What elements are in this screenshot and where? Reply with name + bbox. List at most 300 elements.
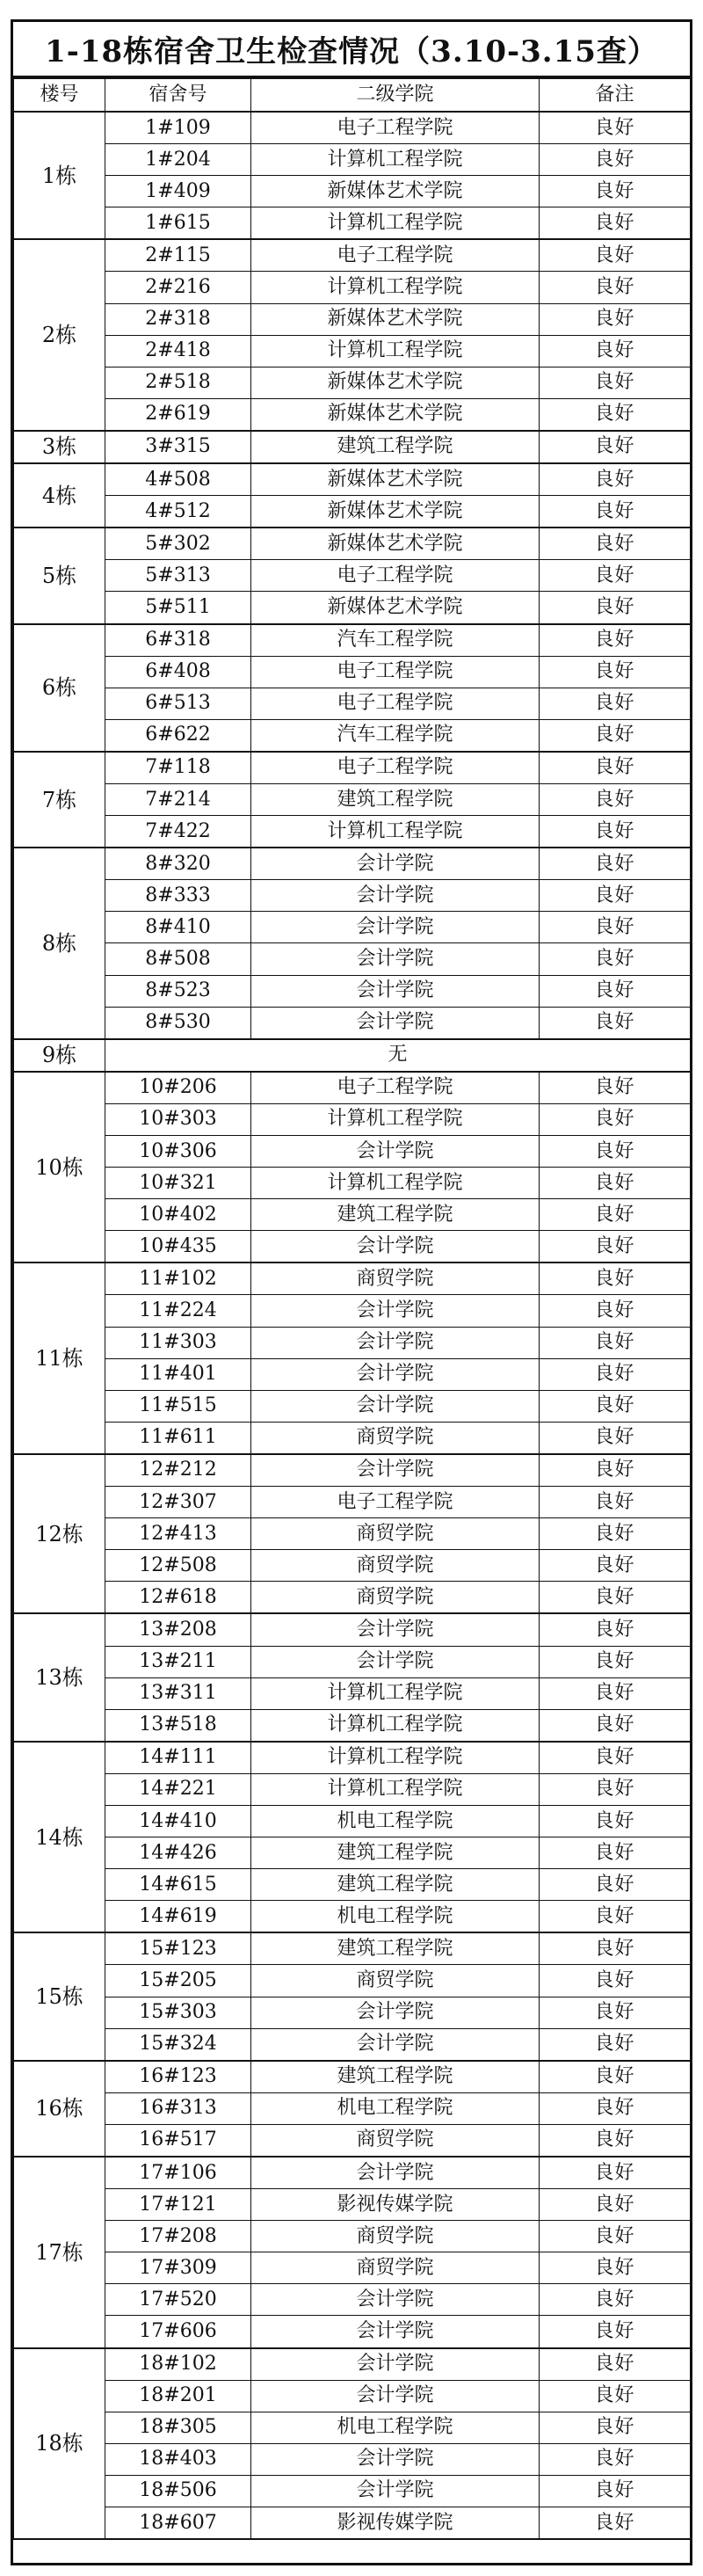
note-cell: 良好 <box>540 303 691 335</box>
note-cell: 良好 <box>540 816 691 848</box>
table-row <box>14 2284 691 2316</box>
table-row <box>14 1742 691 1774</box>
table-row <box>14 1454 691 1487</box>
table-row <box>14 2380 691 2412</box>
table-row <box>14 1869 691 1901</box>
college-cell: 计算机工程学院 <box>251 1168 540 1199</box>
college-cell: 商贸学院 <box>251 2252 540 2284</box>
college-cell: 电子工程学院 <box>251 688 540 719</box>
table-row <box>14 2061 691 2093</box>
college-cell: 汽车工程学院 <box>251 719 540 752</box>
table-row <box>14 2443 691 2475</box>
room-cell: 3#315 <box>105 431 251 463</box>
college-cell: 会计学院 <box>251 1007 540 1039</box>
table-row <box>14 1518 691 1550</box>
table-row <box>14 239 691 272</box>
college-cell: 机电工程学院 <box>251 2092 540 2124</box>
note-cell: 良好 <box>540 367 691 398</box>
empty-cell: 无 <box>105 1039 691 1072</box>
table-row <box>14 1007 691 1039</box>
table-row <box>14 1487 691 1518</box>
table-row <box>14 848 691 880</box>
room-cell: 5#302 <box>105 528 251 560</box>
table-row <box>14 560 691 592</box>
room-cell: 17#208 <box>105 2221 251 2252</box>
college-cell: 会计学院 <box>251 2348 540 2381</box>
note-cell: 良好 <box>540 2189 691 2221</box>
note-cell: 良好 <box>540 1582 691 1614</box>
table-row <box>14 1613 691 1646</box>
college-cell: 会计学院 <box>251 2284 540 2316</box>
table-row <box>14 335 691 367</box>
header-college: 二级学院 <box>251 79 540 113</box>
college-cell: 计算机工程学院 <box>251 1773 540 1805</box>
table-row <box>14 656 691 688</box>
note-cell: 良好 <box>540 528 691 560</box>
table-row <box>14 1582 691 1614</box>
table-row <box>14 1932 691 1965</box>
table-row <box>14 1901 691 1933</box>
college-cell: 新媒体艺术学院 <box>251 303 540 335</box>
room-cell: 1#204 <box>105 144 251 176</box>
note-cell: 良好 <box>540 1327 691 1358</box>
table-row <box>14 1295 691 1327</box>
note-cell: 良好 <box>540 1199 691 1231</box>
note-cell: 良好 <box>540 1168 691 1199</box>
room-cell: 2#216 <box>105 272 251 303</box>
college-cell: 机电工程学院 <box>251 1901 540 1933</box>
college-cell: 新媒体艺术学院 <box>251 367 540 398</box>
room-cell: 11#224 <box>105 1295 251 1327</box>
room-cell: 7#422 <box>105 816 251 848</box>
note-cell: 良好 <box>540 1358 691 1390</box>
college-cell: 电子工程学院 <box>251 560 540 592</box>
note-cell: 良好 <box>540 1869 691 1901</box>
room-cell: 14#111 <box>105 1742 251 1774</box>
inspection-sheet <box>11 19 692 2565</box>
room-cell: 17#121 <box>105 2189 251 2221</box>
room-cell: 6#408 <box>105 656 251 688</box>
note-cell: 良好 <box>540 2380 691 2412</box>
note-cell: 良好 <box>540 943 691 975</box>
room-cell: 10#435 <box>105 1231 251 1263</box>
college-cell: 会计学院 <box>251 912 540 943</box>
room-cell: 16#123 <box>105 2061 251 2093</box>
note-cell: 良好 <box>540 1709 691 1742</box>
room-cell: 11#401 <box>105 1358 251 1390</box>
college-cell: 会计学院 <box>251 2028 540 2061</box>
college-cell: 会计学院 <box>251 2157 540 2189</box>
room-cell: 2#318 <box>105 303 251 335</box>
note-cell: 良好 <box>540 2443 691 2475</box>
room-cell: 8#410 <box>105 912 251 943</box>
note-cell: 良好 <box>540 1007 691 1039</box>
header-row <box>14 79 691 113</box>
room-cell: 14#221 <box>105 1773 251 1805</box>
table-row <box>14 943 691 975</box>
table-row <box>14 2412 691 2443</box>
note-cell: 良好 <box>540 1103 691 1135</box>
college-cell: 会计学院 <box>251 943 540 975</box>
room-cell: 18#201 <box>105 2380 251 2412</box>
college-cell: 商贸学院 <box>251 1965 540 1997</box>
room-cell: 10#306 <box>105 1136 251 1168</box>
college-cell: 商贸学院 <box>251 2124 540 2157</box>
table-row <box>14 1837 691 1869</box>
room-cell: 17#106 <box>105 2157 251 2189</box>
table-row <box>14 1263 691 1295</box>
note-cell: 良好 <box>540 656 691 688</box>
note-cell: 良好 <box>540 1646 691 1677</box>
note-cell: 良好 <box>540 2348 691 2381</box>
building-cell: 14栋 <box>14 1742 105 1933</box>
table-row <box>14 1677 691 1709</box>
table-row <box>14 688 691 719</box>
college-cell: 商贸学院 <box>251 1422 540 1454</box>
building-cell: 15栋 <box>14 1932 105 2060</box>
note-cell: 良好 <box>540 1773 691 1805</box>
room-cell: 8#523 <box>105 975 251 1007</box>
note-cell: 良好 <box>540 1965 691 1997</box>
building-cell: 4栋 <box>14 463 105 528</box>
note-cell: 良好 <box>540 1837 691 1869</box>
college-cell: 电子工程学院 <box>251 239 540 272</box>
room-cell: 18#403 <box>105 2443 251 2475</box>
table-row <box>14 1231 691 1263</box>
room-cell: 18#305 <box>105 2412 251 2443</box>
room-cell: 15#205 <box>105 1965 251 1997</box>
college-cell: 建筑工程学院 <box>251 1199 540 1231</box>
table-row <box>14 1805 691 1837</box>
table-row <box>14 431 691 463</box>
room-cell: 14#426 <box>105 1837 251 1869</box>
note-cell: 良好 <box>540 207 691 240</box>
table-row <box>14 176 691 207</box>
table-row <box>14 1773 691 1805</box>
college-cell: 电子工程学院 <box>251 752 540 784</box>
room-cell: 15#324 <box>105 2028 251 2061</box>
table-row <box>14 398 691 431</box>
note-cell: 良好 <box>540 783 691 815</box>
table-row <box>14 1168 691 1199</box>
room-cell: 11#102 <box>105 1263 251 1295</box>
note-cell: 良好 <box>540 1550 691 1582</box>
table-row <box>14 783 691 815</box>
table-row <box>14 1550 691 1582</box>
college-cell: 建筑工程学院 <box>251 1932 540 1965</box>
room-cell: 12#212 <box>105 1454 251 1487</box>
note-cell: 良好 <box>540 975 691 1007</box>
college-cell: 机电工程学院 <box>251 2412 540 2443</box>
college-cell: 建筑工程学院 <box>251 783 540 815</box>
room-cell: 6#622 <box>105 719 251 752</box>
room-cell: 2#619 <box>105 398 251 431</box>
note-cell: 良好 <box>540 1072 691 1104</box>
building-cell: 17栋 <box>14 2157 105 2348</box>
note-cell: 良好 <box>540 496 691 528</box>
college-cell: 商贸学院 <box>251 1582 540 1614</box>
college-cell: 会计学院 <box>251 1231 540 1263</box>
note-cell: 良好 <box>540 335 691 367</box>
note-cell: 良好 <box>540 592 691 624</box>
table-row <box>14 272 691 303</box>
room-cell: 10#402 <box>105 1199 251 1231</box>
note-cell: 良好 <box>540 880 691 912</box>
note-cell: 良好 <box>540 239 691 272</box>
room-cell: 4#512 <box>105 496 251 528</box>
note-cell: 良好 <box>540 1997 691 2028</box>
table-row <box>14 1327 691 1358</box>
building-cell: 7栋 <box>14 752 105 848</box>
note-cell: 良好 <box>540 2412 691 2443</box>
room-cell: 10#206 <box>105 1072 251 1104</box>
college-cell: 汽车工程学院 <box>251 624 540 657</box>
header-building: 楼号 <box>14 79 105 113</box>
room-cell: 2#418 <box>105 335 251 367</box>
building-cell: 13栋 <box>14 1613 105 1741</box>
table-row <box>14 2507 691 2540</box>
table-row <box>14 592 691 624</box>
college-cell: 新媒体艺术学院 <box>251 528 540 560</box>
table-row <box>14 975 691 1007</box>
college-cell: 新媒体艺术学院 <box>251 398 540 431</box>
college-cell: 会计学院 <box>251 880 540 912</box>
building-cell: 18栋 <box>14 2348 105 2540</box>
college-cell: 新媒体艺术学院 <box>251 463 540 496</box>
room-cell: 13#311 <box>105 1677 251 1709</box>
building-cell: 16栋 <box>14 2061 105 2157</box>
note-cell: 良好 <box>540 688 691 719</box>
room-cell: 16#517 <box>105 2124 251 2157</box>
room-cell: 11#611 <box>105 1422 251 1454</box>
college-cell: 电子工程学院 <box>251 1072 540 1104</box>
building-cell: 6栋 <box>14 624 105 752</box>
building-cell: 11栋 <box>14 1263 105 1454</box>
college-cell: 会计学院 <box>251 2380 540 2412</box>
note-cell: 良好 <box>540 912 691 943</box>
college-cell: 会计学院 <box>251 2316 540 2348</box>
room-cell: 6#318 <box>105 624 251 657</box>
room-cell: 8#530 <box>105 1007 251 1039</box>
table-row <box>14 1199 691 1231</box>
building-cell: 2栋 <box>14 239 105 431</box>
header-room: 宿舍号 <box>105 79 251 113</box>
table-row <box>14 2252 691 2284</box>
table-row <box>14 1709 691 1742</box>
room-cell: 18#506 <box>105 2475 251 2507</box>
room-cell: 8#320 <box>105 848 251 880</box>
college-cell: 会计学院 <box>251 1295 540 1327</box>
table-row <box>14 2189 691 2221</box>
table-row <box>14 207 691 240</box>
college-cell: 商贸学院 <box>251 2221 540 2252</box>
note-cell: 良好 <box>540 719 691 752</box>
note-cell: 良好 <box>540 2092 691 2124</box>
room-cell: 14#410 <box>105 1805 251 1837</box>
room-cell: 11#515 <box>105 1390 251 1422</box>
room-cell: 5#313 <box>105 560 251 592</box>
note-cell: 良好 <box>540 1295 691 1327</box>
note-cell: 良好 <box>540 1136 691 1168</box>
note-cell: 良好 <box>540 1742 691 1774</box>
table-row <box>14 144 691 176</box>
college-cell: 机电工程学院 <box>251 1805 540 1837</box>
note-cell: 良好 <box>540 1932 691 1965</box>
note-cell: 良好 <box>540 1487 691 1518</box>
room-cell: 1#109 <box>105 112 251 144</box>
building-cell: 10栋 <box>14 1072 105 1263</box>
note-cell: 良好 <box>540 2124 691 2157</box>
room-cell: 5#511 <box>105 592 251 624</box>
table-row <box>14 1358 691 1390</box>
room-cell: 4#508 <box>105 463 251 496</box>
table-row <box>14 880 691 912</box>
college-cell: 计算机工程学院 <box>251 1103 540 1135</box>
college-cell: 会计学院 <box>251 1997 540 2028</box>
note-cell: 良好 <box>540 2061 691 2093</box>
college-cell: 建筑工程学院 <box>251 2061 540 2093</box>
note-cell: 良好 <box>540 2316 691 2348</box>
note-cell: 良好 <box>540 1518 691 1550</box>
table-row <box>14 719 691 752</box>
table-row <box>14 2028 691 2061</box>
table-row <box>14 1997 691 2028</box>
table-row <box>14 463 691 496</box>
table-row <box>14 752 691 784</box>
note-cell: 良好 <box>540 112 691 144</box>
note-cell: 良好 <box>540 398 691 431</box>
building-cell: 9栋 <box>14 1039 105 1072</box>
room-cell: 12#508 <box>105 1550 251 1582</box>
room-cell: 12#307 <box>105 1487 251 1518</box>
note-cell: 良好 <box>540 1613 691 1646</box>
room-cell: 8#333 <box>105 880 251 912</box>
table-row <box>14 1103 691 1135</box>
room-cell: 7#214 <box>105 783 251 815</box>
note-cell: 良好 <box>540 1263 691 1295</box>
room-cell: 16#313 <box>105 2092 251 2124</box>
room-cell: 18#102 <box>105 2348 251 2381</box>
college-cell: 计算机工程学院 <box>251 1742 540 1774</box>
note-cell: 良好 <box>540 463 691 496</box>
note-cell: 良好 <box>540 2475 691 2507</box>
note-cell: 良好 <box>540 752 691 784</box>
room-cell: 10#321 <box>105 1168 251 1199</box>
note-cell: 良好 <box>540 560 691 592</box>
note-cell: 良好 <box>540 2284 691 2316</box>
room-cell: 11#303 <box>105 1327 251 1358</box>
table-row <box>14 303 691 335</box>
inspection-table <box>13 78 691 2540</box>
table-row <box>14 2316 691 2348</box>
college-cell: 商贸学院 <box>251 1550 540 1582</box>
room-cell: 13#518 <box>105 1709 251 1742</box>
table-row <box>14 816 691 848</box>
college-cell: 影视传媒学院 <box>251 2507 540 2540</box>
college-cell: 新媒体艺术学院 <box>251 176 540 207</box>
college-cell: 影视传媒学院 <box>251 2189 540 2221</box>
building-cell: 5栋 <box>14 528 105 623</box>
college-cell: 计算机工程学院 <box>251 207 540 240</box>
room-cell: 2#518 <box>105 367 251 398</box>
college-cell: 计算机工程学院 <box>251 1709 540 1742</box>
college-cell: 电子工程学院 <box>251 112 540 144</box>
college-cell: 会计学院 <box>251 848 540 880</box>
college-cell: 计算机工程学院 <box>251 1677 540 1709</box>
college-cell: 建筑工程学院 <box>251 1869 540 1901</box>
college-cell: 会计学院 <box>251 2443 540 2475</box>
note-cell: 良好 <box>540 1422 691 1454</box>
table-row <box>14 1422 691 1454</box>
table-row <box>14 2124 691 2157</box>
note-cell: 良好 <box>540 2028 691 2061</box>
college-cell: 计算机工程学院 <box>251 335 540 367</box>
room-cell: 8#508 <box>105 943 251 975</box>
college-cell: 商贸学院 <box>251 1518 540 1550</box>
note-cell: 良好 <box>540 2157 691 2189</box>
table-row <box>14 1136 691 1168</box>
note-cell: 良好 <box>540 176 691 207</box>
college-cell: 新媒体艺术学院 <box>251 592 540 624</box>
table-row <box>14 496 691 528</box>
room-cell: 17#606 <box>105 2316 251 2348</box>
room-cell: 17#520 <box>105 2284 251 2316</box>
room-cell: 18#607 <box>105 2507 251 2540</box>
table-row <box>14 2475 691 2507</box>
room-cell: 12#413 <box>105 1518 251 1550</box>
room-cell: 12#618 <box>105 1582 251 1614</box>
building-cell: 1栋 <box>14 112 105 239</box>
room-cell: 15#303 <box>105 1997 251 2028</box>
note-cell: 良好 <box>540 431 691 463</box>
table-row <box>14 1965 691 1997</box>
note-cell: 良好 <box>540 2252 691 2284</box>
table-row <box>14 1646 691 1677</box>
table-row <box>14 367 691 398</box>
room-cell: 1#615 <box>105 207 251 240</box>
sheet-title: 1-18栋宿舍卫生检查情况（3.10-3.15查） <box>13 22 690 78</box>
room-cell: 2#115 <box>105 239 251 272</box>
room-cell: 6#513 <box>105 688 251 719</box>
note-cell: 良好 <box>540 1677 691 1709</box>
college-cell: 会计学院 <box>251 1646 540 1677</box>
room-cell: 13#208 <box>105 1613 251 1646</box>
college-cell: 会计学院 <box>251 1358 540 1390</box>
room-cell: 14#615 <box>105 1869 251 1901</box>
room-cell: 7#118 <box>105 752 251 784</box>
college-cell: 计算机工程学院 <box>251 272 540 303</box>
note-cell: 良好 <box>540 1901 691 1933</box>
table-row <box>14 2092 691 2124</box>
college-cell: 新媒体艺术学院 <box>251 496 540 528</box>
table-row <box>14 1390 691 1422</box>
room-cell: 15#123 <box>105 1932 251 1965</box>
table-body <box>14 112 691 2539</box>
table-row <box>14 2157 691 2189</box>
college-cell: 会计学院 <box>251 2475 540 2507</box>
table-row <box>14 112 691 144</box>
college-cell: 建筑工程学院 <box>251 431 540 463</box>
college-cell: 会计学院 <box>251 1613 540 1646</box>
note-cell: 良好 <box>540 848 691 880</box>
note-cell: 良好 <box>540 1454 691 1487</box>
building-cell: 3栋 <box>14 431 105 463</box>
building-cell: 8栋 <box>14 848 105 1039</box>
note-cell: 良好 <box>540 1231 691 1263</box>
college-cell: 会计学院 <box>251 1327 540 1358</box>
note-cell: 良好 <box>540 144 691 176</box>
room-cell: 14#619 <box>105 1901 251 1933</box>
